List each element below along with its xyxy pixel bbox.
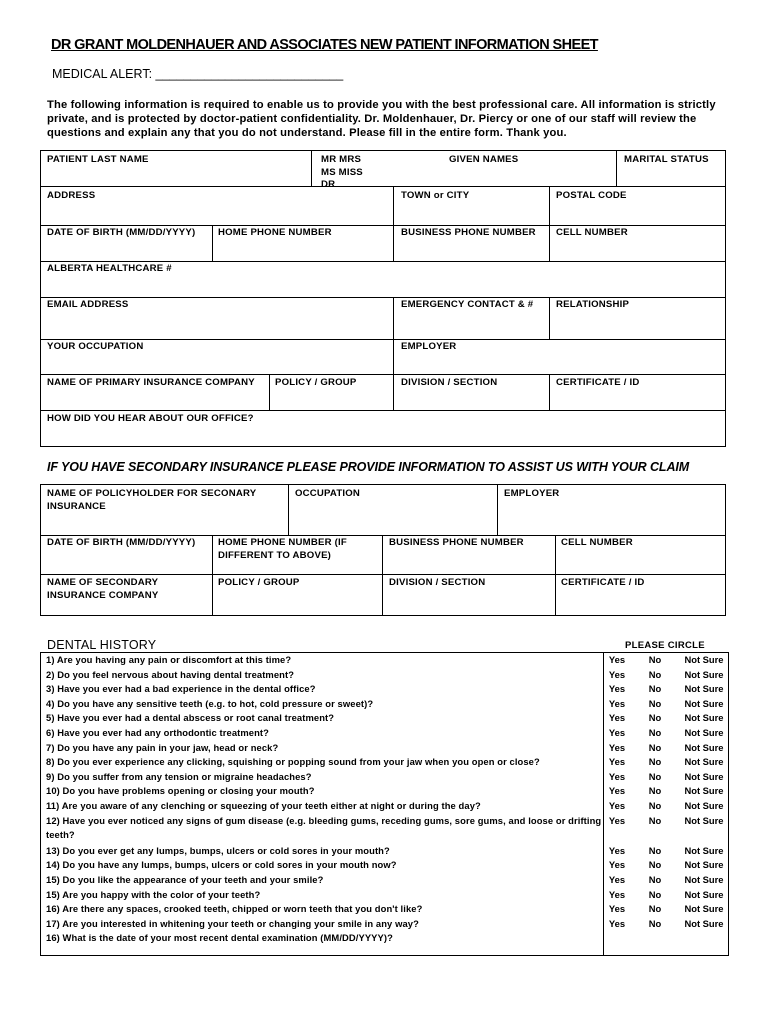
- patient-last-name-field[interactable]: PATIENT LAST NAME: [47, 154, 149, 165]
- dental-question-16: 15) Are you happy with the color of your teeth?: [46, 888, 261, 900]
- yes-option-14[interactable]: Yes: [608, 859, 626, 871]
- business-phone-field[interactable]: BUSINESS PHONE NUMBER: [401, 227, 536, 238]
- please-circle-label: PLEASE CIRCLE: [625, 640, 705, 651]
- not-sure-option-17[interactable]: Not Sure: [684, 903, 724, 915]
- dental-question-19: 16) What is the date of your most recent dental examination (MM/DD/YYYY)?: [46, 932, 393, 944]
- dental-question-7: 7) Do you have any pain in your jaw, head or neck?: [46, 741, 279, 753]
- dental-question-12: 12) Have you ever noticed any signs of gum disease (e.g. bleeding gums, receding gums, sore gums, and loose or drifting teeth?: [46, 814, 602, 840]
- yes-option-10[interactable]: Yes: [608, 785, 626, 797]
- not-sure-option-6[interactable]: Not Sure: [684, 727, 724, 738]
- no-option-4[interactable]: No: [648, 697, 662, 709]
- no-option-5[interactable]: No: [648, 712, 662, 724]
- secondary-occupation-field[interactable]: OCCUPATION: [295, 488, 361, 499]
- dental-question-10: 10) Do you have problems opening or closing your mouth?: [46, 785, 315, 797]
- not-sure-option-4[interactable]: Not Sure: [684, 697, 724, 709]
- not-sure-option-16[interactable]: Not Sure: [684, 888, 724, 900]
- dental-question-13: 13) Do you ever get any lumps, bumps, ulcers or cold sores in your mouth?: [46, 844, 390, 856]
- dental-question-18: 17) Are you interested in whitening your teeth or changing your smile in any way?: [46, 917, 419, 929]
- no-option-8[interactable]: No: [648, 756, 662, 768]
- yes-option-11[interactable]: Yes: [608, 800, 626, 811]
- dental-question-8: 8) Do you ever experience any clicking, squishing or popping sound from your jaw when you open or close?: [46, 756, 540, 768]
- secondary-policy-field[interactable]: POLICY / GROUP: [218, 577, 300, 588]
- not-sure-option-5[interactable]: Not Sure: [684, 712, 724, 724]
- not-sure-option-8[interactable]: Not Sure: [684, 756, 724, 768]
- no-option-18[interactable]: No: [648, 917, 662, 929]
- no-option-16[interactable]: No: [648, 888, 662, 900]
- no-option-11[interactable]: No: [648, 800, 662, 811]
- yes-option-4[interactable]: Yes: [608, 697, 626, 709]
- marital-status-field[interactable]: MARITAL STATUS: [624, 154, 709, 165]
- dental-question-5: 5) Have you ever had a dental abscess or root canal treatment?: [46, 712, 335, 724]
- yes-option-16[interactable]: Yes: [608, 888, 626, 900]
- dental-question-2: 2) Do you feel nervous about having dental treatment?: [46, 668, 295, 680]
- yes-option-6[interactable]: Yes: [608, 727, 626, 738]
- patient-info-table: [40, 150, 726, 447]
- no-option-3[interactable]: No: [648, 683, 662, 695]
- yes-option-18[interactable]: Yes: [608, 917, 626, 929]
- relationship-field[interactable]: RELATIONSHIP: [556, 299, 630, 310]
- dental-question-9: 9) Do you suffer from any tension or migraine headaches?: [46, 770, 312, 782]
- home-phone-field[interactable]: HOME PHONE NUMBER: [218, 227, 332, 238]
- yes-option-9[interactable]: Yes: [608, 770, 626, 782]
- secondary-certificate-field[interactable]: CERTIFICATE / ID: [561, 577, 645, 588]
- yes-option-1[interactable]: Yes: [608, 654, 626, 665]
- yes-option-8[interactable]: Yes: [608, 756, 626, 768]
- form-title: DR GRANT MOLDENHAUER AND ASSOCIATES NEW PATIENT INFORMATION SHEET: [51, 37, 598, 53]
- policyholder-field[interactable]: NAME OF POLICYHOLDER FOR SECONARY INSURANCE: [47, 488, 257, 512]
- secondary-dob-field[interactable]: DATE OF BIRTH (MM/DD/YYYY): [47, 537, 196, 548]
- secondary-employer-field[interactable]: EMPLOYER: [504, 488, 560, 499]
- no-option-6[interactable]: No: [648, 727, 662, 738]
- no-option-9[interactable]: No: [648, 770, 662, 782]
- occupation-field[interactable]: YOUR OCCUPATION: [47, 341, 144, 352]
- not-sure-option-11[interactable]: Not Sure: [684, 800, 724, 811]
- division-section-field[interactable]: DIVISION / SECTION: [401, 377, 498, 388]
- yes-option-15[interactable]: Yes: [608, 874, 626, 885]
- dental-question-17: 16) Are there any spaces, crooked teeth, chipped or worn teeth that you don't like?: [46, 903, 423, 915]
- not-sure-option-2[interactable]: Not Sure: [684, 668, 724, 680]
- yes-option-12[interactable]: Yes: [608, 814, 626, 826]
- secondary-division-field[interactable]: DIVISION / SECTION: [389, 577, 486, 588]
- not-sure-option-15[interactable]: Not Sure: [684, 874, 724, 885]
- yes-option-17[interactable]: Yes: [608, 903, 626, 915]
- not-sure-option-14[interactable]: Not Sure: [684, 859, 724, 871]
- secondary-company-field[interactable]: NAME OF SECONDARY INSURANCE COMPANY: [47, 577, 159, 601]
- not-sure-option-9[interactable]: Not Sure: [684, 770, 724, 782]
- no-option-2[interactable]: No: [648, 668, 662, 680]
- salutation-field[interactable]: MR MRS MS MISS DR: [321, 154, 363, 190]
- intro-text: The following information is required to enable us to provide you with the best professional care. All information is strictly private, and is protected by doctor-patient confidentiality. Dr. Moldenhauer, Dr. Piercy or one of our staff will review the questions and explain any that you do not understand. Please fill in the entire form. Thank you.: [47, 99, 716, 139]
- dob-field[interactable]: DATE OF BIRTH (MM/DD/YYYY): [47, 227, 196, 238]
- secondary-home-phone-field[interactable]: HOME PHONE NUMBER (IF DIFFERENT TO ABOVE): [218, 537, 347, 561]
- emergency-contact-field[interactable]: EMERGENCY CONTACT & #: [401, 299, 534, 310]
- not-sure-option-18[interactable]: Not Sure: [684, 917, 724, 929]
- dental-question-14: 14) Do you have any lumps, bumps, ulcers or cold sores in your mouth now?: [46, 859, 397, 871]
- no-option-15[interactable]: No: [648, 874, 662, 885]
- no-option-7[interactable]: No: [648, 741, 662, 753]
- yes-option-13[interactable]: Yes: [608, 844, 626, 856]
- no-option-10[interactable]: No: [648, 785, 662, 797]
- dental-question-6: 6) Have you ever had any orthodontic treatment?: [46, 727, 269, 738]
- insurance-company-field[interactable]: NAME OF PRIMARY INSURANCE COMPANY: [47, 377, 255, 388]
- yes-option-2[interactable]: Yes: [608, 668, 626, 680]
- dental-question-3: 3) Have you ever had a bad experience in the dental office?: [46, 683, 316, 695]
- no-option-14[interactable]: No: [648, 859, 662, 871]
- healthcare-field[interactable]: ALBERTA HEALTHCARE #: [47, 263, 172, 274]
- postal-code-field[interactable]: POSTAL CODE: [556, 190, 627, 201]
- yes-option-5[interactable]: Yes: [608, 712, 626, 724]
- not-sure-option-10[interactable]: Not Sure: [684, 785, 724, 797]
- no-option-1[interactable]: No: [648, 654, 662, 665]
- town-field[interactable]: TOWN or CITY: [401, 190, 470, 201]
- policy-group-field[interactable]: POLICY / GROUP: [275, 377, 357, 388]
- not-sure-option-13[interactable]: Not Sure: [684, 844, 724, 856]
- cell-number-field[interactable]: CELL NUMBER: [556, 227, 628, 238]
- medical-alert: MEDICAL ALERT: ___________________________: [52, 67, 344, 81]
- not-sure-option-3[interactable]: Not Sure: [684, 683, 724, 695]
- not-sure-option-1[interactable]: Not Sure: [684, 654, 724, 665]
- employer-field[interactable]: EMPLOYER: [401, 341, 457, 352]
- no-option-13[interactable]: No: [648, 844, 662, 856]
- no-option-12[interactable]: No: [648, 814, 662, 826]
- secondary-business-phone-field[interactable]: BUSINESS PHONE NUMBER: [389, 537, 524, 548]
- given-names-field[interactable]: GIVEN NAMES: [449, 154, 519, 165]
- certificate-id-field[interactable]: CERTIFICATE / ID: [556, 377, 640, 388]
- yes-option-7[interactable]: Yes: [608, 741, 626, 753]
- secondary-insurance-table: [40, 484, 726, 616]
- not-sure-option-7[interactable]: Not Sure: [684, 741, 724, 753]
- dental-history-heading: DENTAL HISTORY: [47, 638, 157, 652]
- not-sure-option-12[interactable]: Not Sure: [684, 814, 724, 826]
- hear-about-field[interactable]: HOW DID YOU HEAR ABOUT OUR OFFICE?: [47, 413, 254, 424]
- secondary-cell-field[interactable]: CELL NUMBER: [561, 537, 633, 548]
- no-option-17[interactable]: No: [648, 903, 662, 915]
- dental-question-11: 11) Are you aware of any clenching or squeezing of your teeth either at night or during the day?: [46, 800, 481, 811]
- email-field[interactable]: EMAIL ADDRESS: [47, 299, 129, 310]
- dental-question-4: 4) Do you have any sensitive teeth (e.g. to hot, cold pressure or sweet)?: [46, 697, 374, 709]
- secondary-insurance-heading: IF YOU HAVE SECONDARY INSURANCE PLEASE PROVIDE INFORMATION TO ASSIST US WITH YOUR CLAIM: [47, 460, 690, 474]
- dental-question-15: 15) Do you like the appearance of your teeth and your smile?: [46, 874, 324, 885]
- yes-option-3[interactable]: Yes: [608, 683, 626, 695]
- address-field[interactable]: ADDRESS: [47, 190, 96, 201]
- dental-question-1: 1) Are you having any pain or discomfort at this time?: [46, 654, 292, 665]
